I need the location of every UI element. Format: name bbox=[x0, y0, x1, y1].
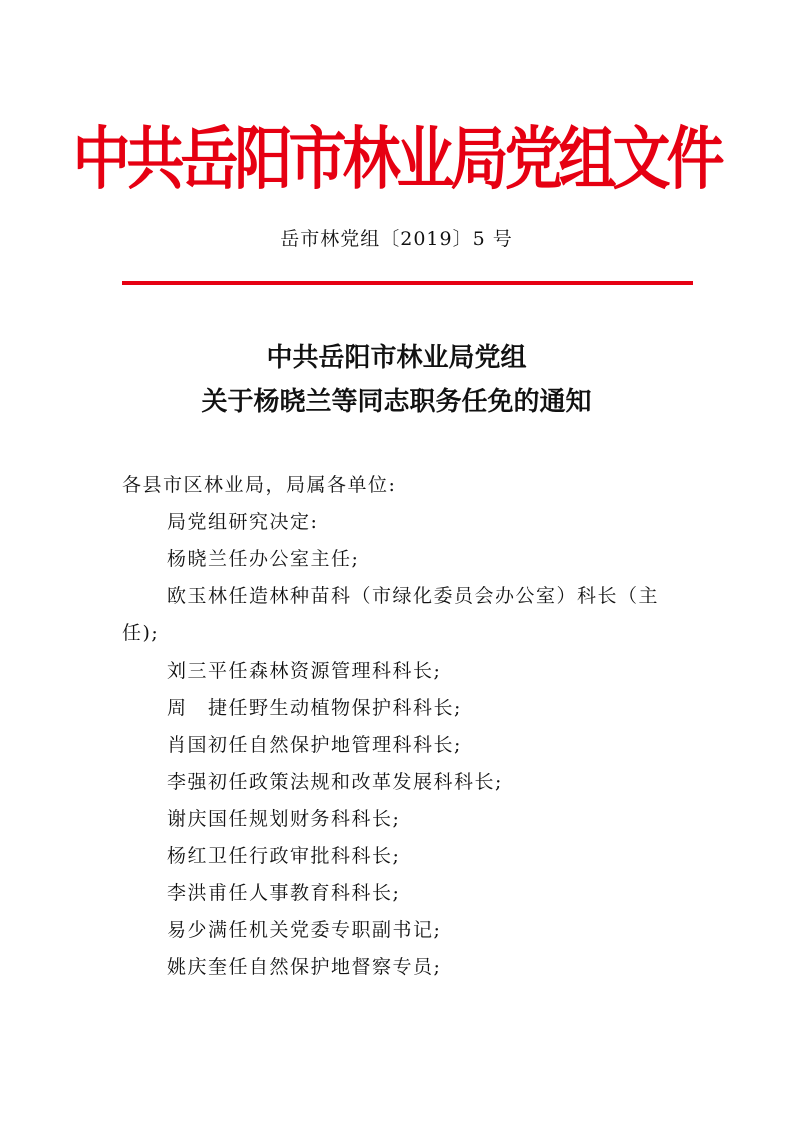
intro-paragraph: 局党组研究决定: bbox=[167, 511, 319, 533]
appointment-item: 杨红卫任行政审批科科长; bbox=[167, 845, 401, 867]
appointment-item: 肖国初任自然保护地管理科科长; bbox=[167, 734, 462, 756]
appointment-item: 李洪甫任人事教育科科长; bbox=[167, 882, 401, 904]
appointment-item: 谢庆国任规划财务科科长; bbox=[167, 808, 401, 830]
appointment-item: 杨晓兰任办公室主任; bbox=[167, 548, 360, 570]
document-number: 岳市林党组〔2019〕5 号 bbox=[280, 228, 513, 250]
notice-title-line-1: 中共岳阳市林业局党组 bbox=[266, 343, 527, 373]
appointment-item: 周 捷任野生动植物保护科科长; bbox=[167, 697, 462, 719]
appointment-item: 刘三平任森林资源管理科科长; bbox=[167, 660, 442, 682]
appointment-item: 李强初任政策法规和改革发展科科长; bbox=[167, 771, 503, 793]
appointment-item-continuation: 任); bbox=[122, 622, 160, 644]
salutation: 各县市区林业局，局属各单位: bbox=[122, 474, 397, 496]
red-divider-line bbox=[122, 281, 693, 285]
appointment-item: 易少满任机关党委专职副书记; bbox=[167, 919, 442, 941]
document-masthead: 中共岳阳市林业局党组文件 bbox=[72, 118, 721, 199]
notice-title-line-2: 关于杨晓兰等同志职务任免的通知 bbox=[201, 387, 592, 417]
appointment-item: 姚庆奎任自然保护地督察专员; bbox=[167, 956, 442, 978]
appointment-item: 欧玉林任造林种苗科（市绿化委员会办公室）科长（主 bbox=[167, 585, 660, 607]
